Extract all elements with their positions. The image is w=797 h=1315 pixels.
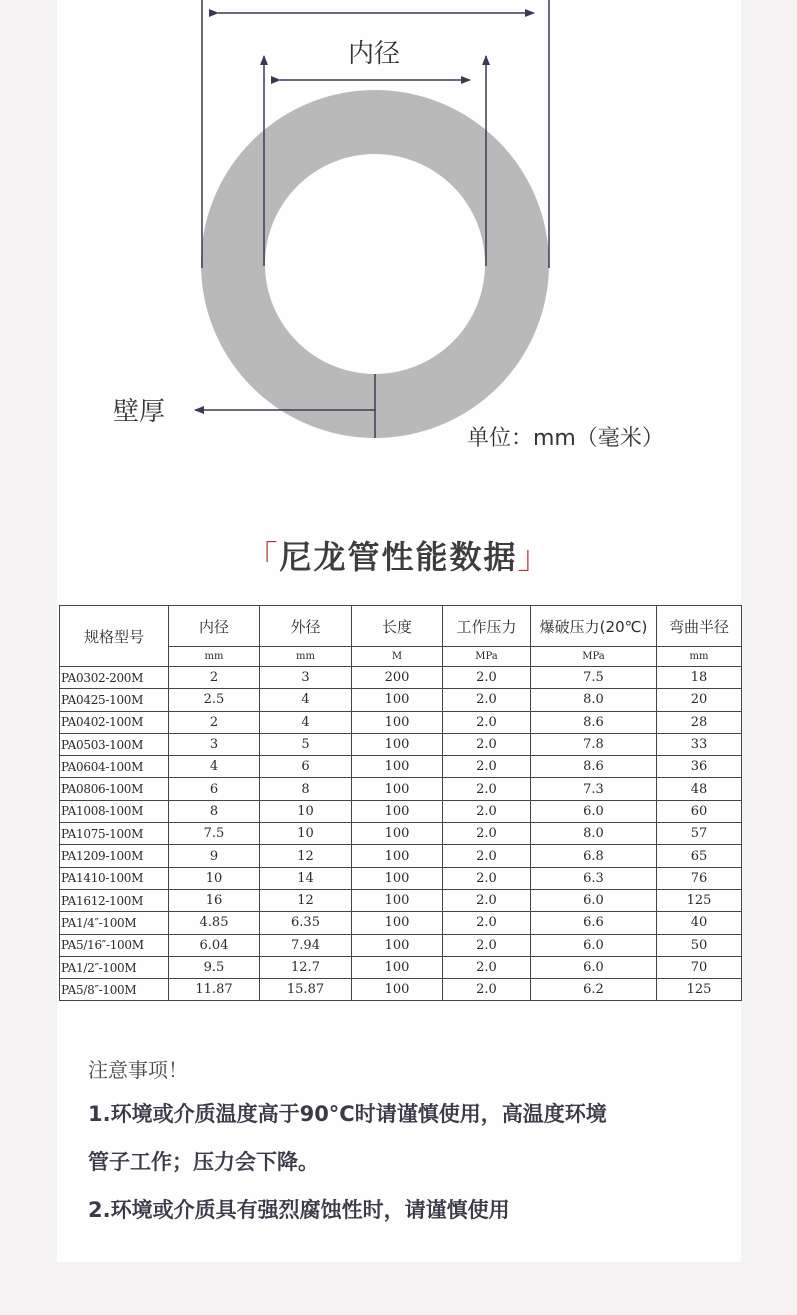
cell-length: 100 xyxy=(352,979,443,1001)
cell-inner-diameter: 7.5 xyxy=(169,823,260,845)
cell-burst-pressure: 6.0 xyxy=(531,889,657,911)
header-model: 规格型号 xyxy=(60,606,169,667)
cell-working-pressure: 2.0 xyxy=(443,733,531,755)
cell-burst-pressure: 7.8 xyxy=(531,733,657,755)
cell-working-pressure: 2.0 xyxy=(443,979,531,1001)
cell-working-pressure: 2.0 xyxy=(443,934,531,956)
header-inner-diameter: 内径 xyxy=(169,606,260,647)
table-header-row xyxy=(60,606,742,647)
cell-inner-diameter: 10 xyxy=(169,867,260,889)
cell-length: 100 xyxy=(352,733,443,755)
cell-outer-diameter: 10 xyxy=(260,823,352,845)
inner-diameter-label: 内径 xyxy=(347,39,401,69)
cell-inner-diameter: 2.5 xyxy=(169,689,260,711)
cell-length: 100 xyxy=(352,956,443,978)
cell-inner-diameter: 9.5 xyxy=(169,956,260,978)
cell-bend-radius: 125 xyxy=(657,889,742,911)
title-text: 尼龙管性能数据 xyxy=(279,538,518,576)
cell-model: PA0503-100M xyxy=(60,733,169,755)
table-row xyxy=(60,845,742,867)
cell-working-pressure: 2.0 xyxy=(443,778,531,800)
table-row xyxy=(60,711,742,733)
header-working-pressure: 工作压力 xyxy=(443,606,531,647)
table-row xyxy=(60,667,742,689)
cell-inner-diameter: 2 xyxy=(169,667,260,689)
unit-burst-pressure: MPa xyxy=(531,647,657,667)
table-row xyxy=(60,934,742,956)
cell-bend-radius: 48 xyxy=(657,778,742,800)
cell-length: 100 xyxy=(352,867,443,889)
cell-length: 100 xyxy=(352,934,443,956)
cell-outer-diameter: 12 xyxy=(260,845,352,867)
cell-inner-diameter: 8 xyxy=(169,800,260,822)
cell-model: PA1075-100M xyxy=(60,823,169,845)
cell-bend-radius: 57 xyxy=(657,823,742,845)
cell-bend-radius: 50 xyxy=(657,934,742,956)
cell-working-pressure: 2.0 xyxy=(443,956,531,978)
cell-length: 100 xyxy=(352,800,443,822)
cell-inner-diameter: 9 xyxy=(169,845,260,867)
cell-working-pressure: 2.0 xyxy=(443,845,531,867)
cell-model: PA0604-100M xyxy=(60,756,169,778)
cell-bend-radius: 28 xyxy=(657,711,742,733)
cell-model: PA0302-200M xyxy=(60,667,169,689)
cell-model: PA1/2″-100M xyxy=(60,956,169,978)
cell-burst-pressure: 6.0 xyxy=(531,934,657,956)
table-row xyxy=(60,979,742,1001)
wall-thickness-label: 壁厚 xyxy=(113,397,166,427)
cell-model: PA0402-100M xyxy=(60,711,169,733)
cell-bend-radius: 18 xyxy=(657,667,742,689)
cell-outer-diameter: 5 xyxy=(260,733,352,755)
cell-model: PA1410-100M xyxy=(60,867,169,889)
cell-inner-diameter: 6 xyxy=(169,778,260,800)
cell-inner-diameter: 11.87 xyxy=(169,979,260,1001)
header-burst-pressure: 爆破压力(20℃) xyxy=(531,606,657,647)
cell-inner-diameter: 4 xyxy=(169,756,260,778)
cell-inner-diameter: 6.04 xyxy=(169,934,260,956)
notes-section xyxy=(88,1050,728,1234)
cell-length: 100 xyxy=(352,711,443,733)
unit-inner-diameter: mm xyxy=(169,647,260,667)
section-title xyxy=(0,532,797,582)
cell-bend-radius: 40 xyxy=(657,912,742,934)
cell-burst-pressure: 6.3 xyxy=(531,867,657,889)
notes-title: 注意事项！ xyxy=(88,1058,188,1082)
table-row xyxy=(60,823,742,845)
header-length: 长度 xyxy=(352,606,443,647)
cell-model: PA1612-100M xyxy=(60,889,169,911)
cell-burst-pressure: 8.0 xyxy=(531,823,657,845)
cell-outer-diameter: 14 xyxy=(260,867,352,889)
table-row xyxy=(60,867,742,889)
cell-working-pressure: 2.0 xyxy=(443,823,531,845)
cell-bend-radius: 36 xyxy=(657,756,742,778)
cell-working-pressure: 2.0 xyxy=(443,711,531,733)
cell-outer-diameter: 7.94 xyxy=(260,934,352,956)
cell-bend-radius: 70 xyxy=(657,956,742,978)
cell-bend-radius: 60 xyxy=(657,800,742,822)
cell-outer-diameter: 6.35 xyxy=(260,912,352,934)
cell-burst-pressure: 7.5 xyxy=(531,667,657,689)
cell-burst-pressure: 8.0 xyxy=(531,689,657,711)
note-line: 2.环境或介质具有强烈腐蚀性时，请谨慎使用 xyxy=(88,1198,510,1222)
unit-working-pressure: MPa xyxy=(443,647,531,667)
table-row xyxy=(60,912,742,934)
cell-bend-radius: 65 xyxy=(657,845,742,867)
unit-label: 单位：mm（毫米） xyxy=(467,426,664,451)
cell-length: 100 xyxy=(352,823,443,845)
cell-working-pressure: 2.0 xyxy=(443,756,531,778)
table-body xyxy=(60,667,742,1001)
spec-table xyxy=(59,605,742,1001)
table-row xyxy=(60,800,742,822)
cell-burst-pressure: 6.2 xyxy=(531,979,657,1001)
tube-cross-section-diagram xyxy=(0,0,797,500)
cell-length: 100 xyxy=(352,689,443,711)
cell-length: 100 xyxy=(352,889,443,911)
cell-inner-diameter: 16 xyxy=(169,889,260,911)
note-line: 1.环境或介质温度高于90°C时请谨慎使用，高温度环境 xyxy=(88,1102,607,1126)
header-bend-radius: 弯曲半径 xyxy=(657,606,742,647)
cell-bend-radius: 125 xyxy=(657,979,742,1001)
cell-outer-diameter: 10 xyxy=(260,800,352,822)
cell-inner-diameter: 3 xyxy=(169,733,260,755)
cell-length: 100 xyxy=(352,912,443,934)
cell-model: PA0425-100M xyxy=(60,689,169,711)
cell-bend-radius: 76 xyxy=(657,867,742,889)
cell-length: 200 xyxy=(352,667,443,689)
cell-working-pressure: 2.0 xyxy=(443,889,531,911)
cell-outer-diameter: 15.87 xyxy=(260,979,352,1001)
cell-bend-radius: 20 xyxy=(657,689,742,711)
table-row xyxy=(60,889,742,911)
cell-burst-pressure: 6.6 xyxy=(531,912,657,934)
unit-outer-diameter: mm xyxy=(260,647,352,667)
cell-burst-pressure: 6.0 xyxy=(531,800,657,822)
cell-model: PA0806-100M xyxy=(60,778,169,800)
cell-burst-pressure: 6.0 xyxy=(531,956,657,978)
cell-burst-pressure: 8.6 xyxy=(531,756,657,778)
cell-outer-diameter: 4 xyxy=(260,711,352,733)
cell-inner-diameter: 2 xyxy=(169,711,260,733)
cell-burst-pressure: 6.8 xyxy=(531,845,657,867)
note-line: 管子工作；压力会下降。 xyxy=(88,1150,319,1174)
cell-working-pressure: 2.0 xyxy=(443,867,531,889)
cell-burst-pressure: 7.3 xyxy=(531,778,657,800)
table-row xyxy=(60,778,742,800)
cell-outer-diameter: 6 xyxy=(260,756,352,778)
table-row xyxy=(60,956,742,978)
cell-working-pressure: 2.0 xyxy=(443,689,531,711)
unit-bend-radius: mm xyxy=(657,647,742,667)
title-close-bracket: 」 xyxy=(517,538,552,576)
cell-working-pressure: 2.0 xyxy=(443,667,531,689)
tube-ring xyxy=(233,122,517,406)
cell-model: PA5/16″-100M xyxy=(60,934,169,956)
title-open-bracket: 「 xyxy=(245,538,280,576)
cell-outer-diameter: 12.7 xyxy=(260,956,352,978)
cell-outer-diameter: 8 xyxy=(260,778,352,800)
unit-length: M xyxy=(352,647,443,667)
cell-working-pressure: 2.0 xyxy=(443,912,531,934)
cell-bend-radius: 33 xyxy=(657,733,742,755)
table-row xyxy=(60,756,742,778)
cell-outer-diameter: 3 xyxy=(260,667,352,689)
cell-model: PA1008-100M xyxy=(60,800,169,822)
cell-model: PA1209-100M xyxy=(60,845,169,867)
cell-length: 100 xyxy=(352,845,443,867)
cell-burst-pressure: 8.6 xyxy=(531,711,657,733)
cell-length: 100 xyxy=(352,778,443,800)
cell-outer-diameter: 12 xyxy=(260,889,352,911)
cell-model: PA1/4″-100M xyxy=(60,912,169,934)
table-row xyxy=(60,733,742,755)
table-row xyxy=(60,689,742,711)
cell-outer-diameter: 4 xyxy=(260,689,352,711)
cell-length: 100 xyxy=(352,756,443,778)
cell-model: PA5/8″-100M xyxy=(60,979,169,1001)
cell-working-pressure: 2.0 xyxy=(443,800,531,822)
cell-inner-diameter: 4.85 xyxy=(169,912,260,934)
header-outer-diameter: 外径 xyxy=(260,606,352,647)
